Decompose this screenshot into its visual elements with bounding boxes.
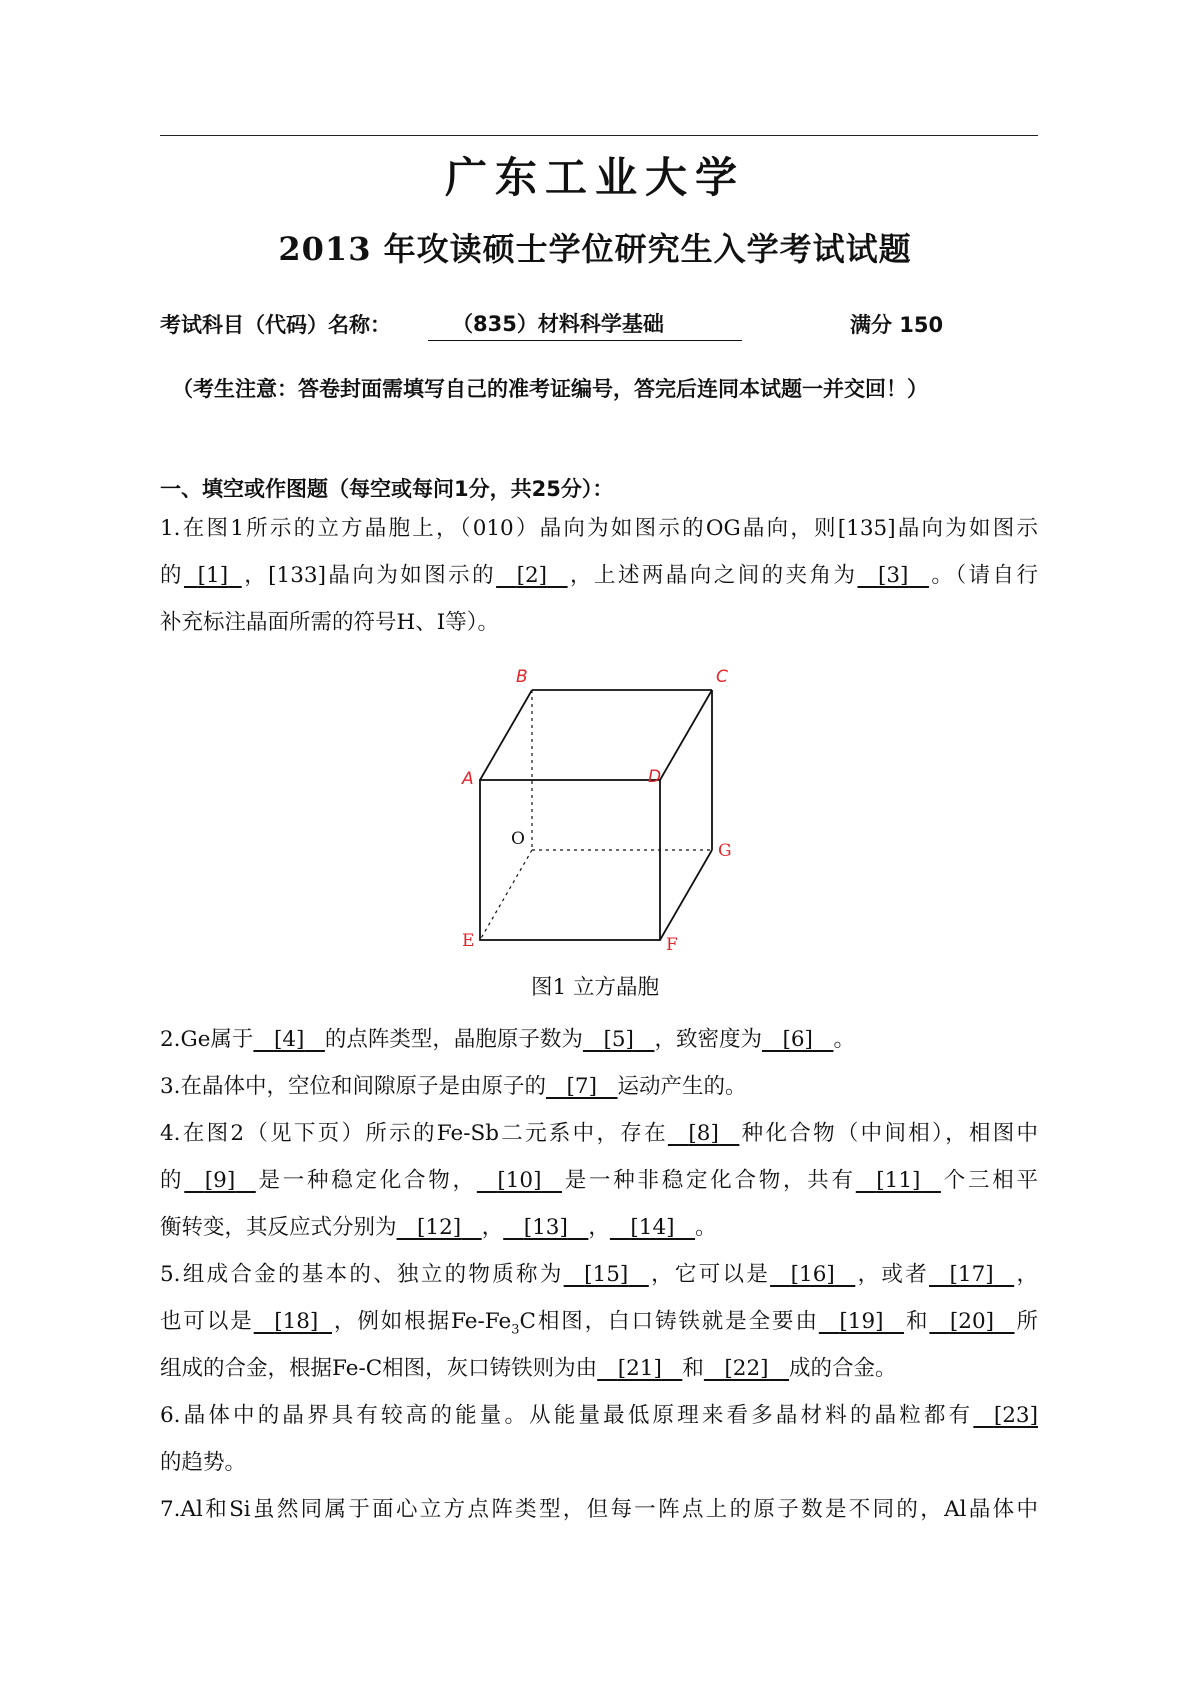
- text: ，它可以是: [648, 1262, 771, 1287]
- blank-label: [2]: [516, 563, 548, 588]
- blank-label: [8]: [688, 1121, 719, 1146]
- blank-17: [929, 1251, 1014, 1298]
- text: 衡转变，其反应式分别为: [160, 1215, 397, 1240]
- text: 成的合金。: [789, 1356, 897, 1381]
- text: 个三相平: [940, 1168, 1038, 1193]
- label-F: F: [666, 935, 678, 955]
- text: ，例如根据Fe-Fe: [332, 1309, 512, 1334]
- text: 种化合物（中间相），相图中: [739, 1121, 1038, 1146]
- blank-10: [477, 1157, 562, 1204]
- blank-12: [397, 1204, 482, 1251]
- front-face: [480, 780, 660, 940]
- blank-label: [19]: [839, 1309, 884, 1334]
- blank-label: [1]: [197, 563, 229, 588]
- blank-11: [856, 1157, 941, 1204]
- text: 和: [682, 1356, 704, 1381]
- blank-1: [184, 552, 242, 599]
- blank-23: [973, 1392, 1038, 1439]
- text: 6.晶体中的晶界具有较高的能量。从能量最低原理来看多晶材料的晶粒都有: [160, 1403, 974, 1428]
- blank-13: [503, 1204, 588, 1251]
- text: 2.Ge属于: [160, 1027, 254, 1052]
- blank-label: [7]: [566, 1074, 597, 1099]
- blank-label: [14]: [630, 1215, 675, 1240]
- blank-22: [704, 1345, 789, 1392]
- q5-line-3: [160, 1345, 1038, 1392]
- blank-label: [11]: [876, 1168, 921, 1193]
- label-A: A: [462, 769, 474, 789]
- q6-line-1: [160, 1392, 1038, 1439]
- blank-label: [5]: [603, 1027, 634, 1052]
- blank-label: [6]: [782, 1027, 813, 1052]
- text: 所: [1014, 1309, 1038, 1334]
- subscript: 3: [511, 1322, 520, 1338]
- blank-label: [13]: [523, 1215, 568, 1240]
- q6-line-2: 的趋势。: [160, 1450, 247, 1475]
- label-D: D: [648, 767, 662, 787]
- blank-19: [819, 1298, 904, 1345]
- label-C: C: [716, 667, 728, 687]
- text: 的点阵类型，晶胞原子数为: [324, 1027, 583, 1052]
- text: ，: [1014, 1262, 1038, 1287]
- text: 4.在图2（见下页）所示的Fe-Sb二元系中，存在: [160, 1121, 668, 1146]
- text: 。: [833, 1027, 855, 1052]
- q4-line-3: [160, 1204, 1038, 1251]
- blank-21: [597, 1345, 682, 1392]
- text: 组成的合金，根据Fe-C相图，灰口铸铁则为由: [160, 1356, 598, 1381]
- q5-line-1: [160, 1251, 1038, 1298]
- edge-AB: [480, 690, 532, 780]
- q1-line-2: [160, 552, 1038, 599]
- label-G: G: [718, 841, 732, 861]
- blank-label: [15]: [584, 1262, 629, 1287]
- q4-line-1: [160, 1110, 1038, 1157]
- text: 是一种稳定化合物，: [255, 1168, 477, 1193]
- candidate-notice: （考生注意：答卷封面需填写自己的准考证编号，答完后连同本试题一并交回！）: [172, 377, 928, 401]
- blank-5: [583, 1016, 655, 1063]
- blank-20: [929, 1298, 1014, 1345]
- full-score: 满分 150: [850, 313, 944, 337]
- subject-row: [160, 308, 1038, 342]
- blank-label: [4]: [273, 1027, 305, 1052]
- edge-CD: [660, 690, 712, 780]
- blank-4: [253, 1016, 325, 1063]
- blank-16: [770, 1251, 855, 1298]
- text: 的: [160, 563, 184, 588]
- blank-label: [9]: [204, 1168, 236, 1193]
- blank-6: [762, 1016, 834, 1063]
- blank-label: [17]: [949, 1262, 994, 1287]
- header-rule: [160, 135, 1038, 136]
- blank-14: [610, 1204, 695, 1251]
- edge-GF: [660, 850, 712, 940]
- blank-label: [22]: [724, 1356, 769, 1381]
- blank-label: [23]: [993, 1403, 1038, 1428]
- section-heading: 一、填空或作图题（每空或每问1分，共25分）：: [160, 477, 614, 501]
- blank-label: [21]: [617, 1356, 662, 1381]
- figure-cubic-cell: [440, 660, 760, 960]
- blank-label: [18]: [274, 1309, 319, 1334]
- text: 和: [904, 1309, 930, 1334]
- text: 5.组成合金的基本的、独立的物质称为: [160, 1262, 564, 1287]
- text: 是一种非稳定化合物，共有: [561, 1168, 856, 1193]
- label-B: B: [516, 667, 528, 687]
- blank-15: [564, 1251, 649, 1298]
- label-O: O: [511, 829, 525, 849]
- text: 。（请自行: [928, 563, 1038, 588]
- q2-line: [160, 1016, 1038, 1063]
- blank-label: [3]: [877, 563, 909, 588]
- text: ，: [481, 1215, 504, 1240]
- blank-9: [184, 1157, 256, 1204]
- text: 。: [695, 1215, 717, 1240]
- q1-line-1: 1.在图1所示的立方晶胞上，（010）晶向为如图示的OG晶向，则[135]晶向为如图示: [160, 516, 1038, 541]
- text: 运动产生的。: [617, 1074, 747, 1099]
- text: 的: [160, 1168, 185, 1193]
- blank-label: [16]: [790, 1262, 835, 1287]
- subject-label: 考试科目（代码）名称：: [160, 313, 391, 337]
- blank-label: [20]: [949, 1309, 995, 1334]
- text: C相图，白口铸铁就是全要由: [519, 1309, 819, 1334]
- hidden-edge-OE: [480, 850, 532, 940]
- label-E: E: [462, 931, 475, 951]
- question-1: [160, 505, 1038, 646]
- figure-caption: 图1 立方晶胞: [530, 975, 659, 1000]
- blank-7: [546, 1063, 618, 1110]
- q7-line-1: 7.Al和Si虽然同属于面心立方点阵类型，但每一阵点上的原子数是不同的，Al晶体中: [160, 1497, 1038, 1522]
- blank-3: [857, 552, 929, 599]
- text: ，或者: [855, 1262, 930, 1287]
- questions-2-7: [160, 1016, 1038, 1533]
- text: ，[133]晶向为如图示的: [241, 563, 497, 588]
- q1-line-3: 补充标注晶面所需的符号H、I等）。: [160, 610, 499, 635]
- blank-8: [668, 1110, 740, 1157]
- blank-label: [12]: [417, 1215, 462, 1240]
- text: ，上述两晶向之间的夹角为: [567, 563, 858, 588]
- blank-18: [254, 1298, 332, 1345]
- text: 3.在晶体中，空位和间隙原子是由原子的: [160, 1074, 547, 1099]
- exam-title: 2013 年攻读硕士学位研究生入学考试试题: [278, 230, 912, 268]
- q3-line: [160, 1063, 1038, 1110]
- text: ，致密度为: [654, 1027, 762, 1052]
- subject-name: （835）材料科学基础: [428, 308, 742, 341]
- university-name: 广东工业大学: [444, 153, 745, 202]
- q5-line-2: [160, 1298, 1038, 1345]
- text: 也可以是: [160, 1309, 254, 1334]
- blank-2: [496, 552, 568, 599]
- text: ，: [588, 1215, 610, 1240]
- blank-label: [10]: [497, 1168, 542, 1193]
- q4-line-2: [160, 1157, 1038, 1204]
